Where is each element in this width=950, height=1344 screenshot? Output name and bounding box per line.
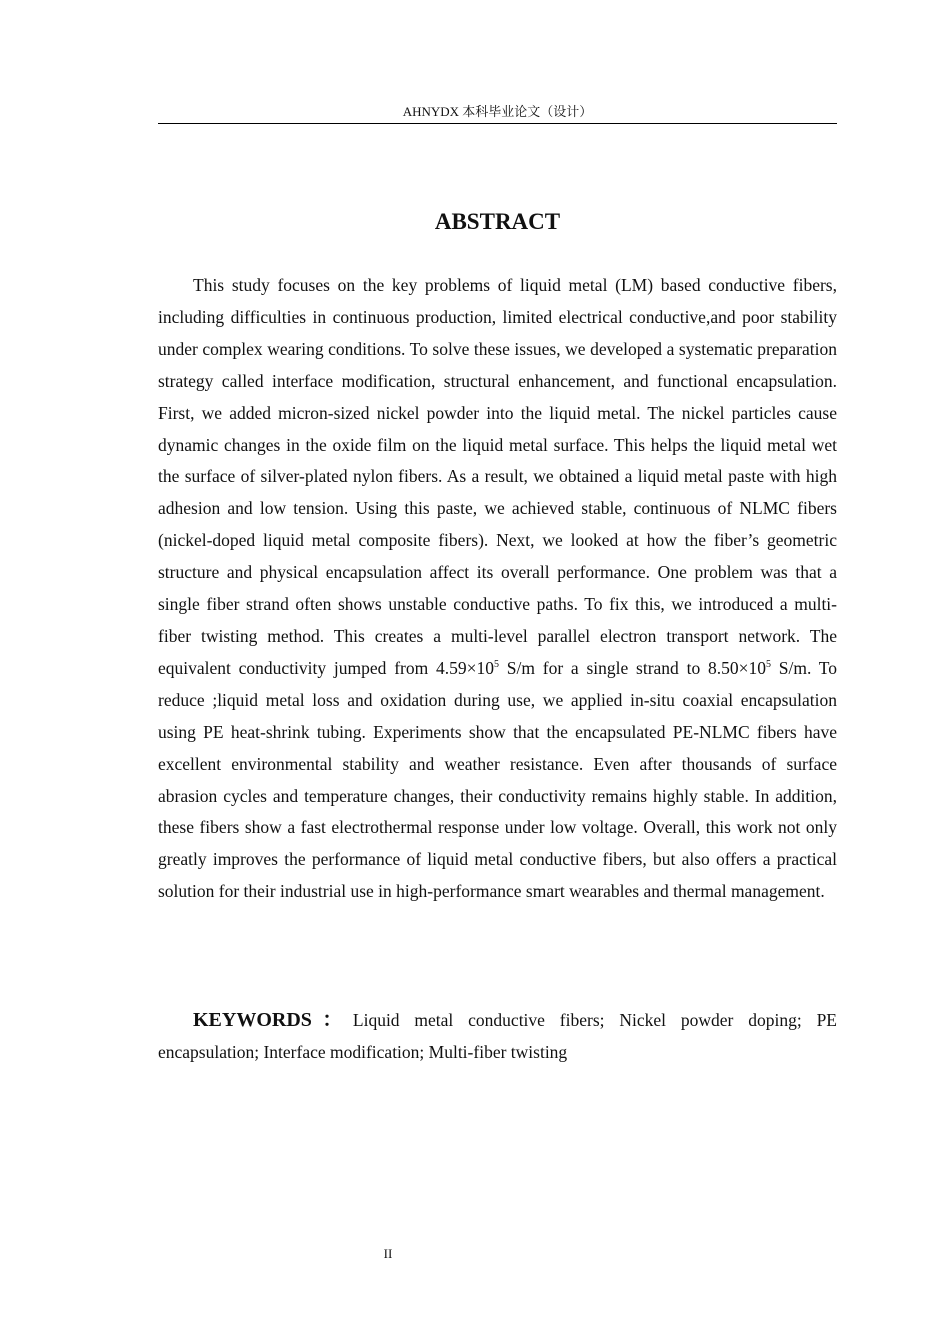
page-header: AHNYDX 本科毕业论文（设计）: [402, 104, 593, 119]
abstract-title: ABSTRACT: [434, 209, 561, 234]
page-number: II: [383, 1246, 393, 1261]
abstract-text-part3: S/m. To reduce ;liquid metal loss and oxidation during use, we applied in-situ coaxial encapsulation using PE heat-shrink tubing. Experiments show that the encapsulated PE-NLMC fibers have excellent environmental stability and weather resistance. Even after thousands of surface abrasion cycles and temperature changes, their conductivity remains highly stable. In addition, these fibers show a fast electrothermal response under low voltage. Overall, this work not only greatly improves the performance of liquid metal conductive fibers, but also offers a practical solution for their industrial use in high-performance smart wearables and thermal management.: [158, 657, 838, 902]
keywords-paragraph: [158, 1004, 837, 1068]
exponent-1: 5: [493, 658, 499, 670]
exponent-2: 5: [765, 658, 771, 670]
abstract-text-part2: S/m for a single strand to 8.50×10: [498, 657, 766, 678]
header-rule: [158, 123, 837, 124]
abstract-body: [158, 270, 837, 908]
keywords-label: KEYWORDS：: [193, 1009, 353, 1031]
abstract-text-part1: This study focuses on the key problems of liquid metal (LM) based conductive fibers, including difficulties in continuous production, limited electrical conductive,and poor stability under complex wearing conditions. To solve these issues, we developed a systematic preparation strategy called interface modification, structural enhancement, and functional encapsulation. First, we added micron-sized nickel powder into the liquid metal. The nickel particles cause dynamic changes in the oxide film on the liquid metal surface. This helps the liquid metal wet the surface of silver-plated nylon fibers. As a result, we obtained a liquid metal paste with high adhesion and low tension. Using this paste, we achieved stable, continuous of NLMC fibers (nickel-doped liquid metal composite fibers). Next, we looked at how the fiber’s geometric structure and physical encapsulation affect its overall performance. One problem was that a single fiber strand often shows unstable conductive paths. To fix this, we introduced a multi-fiber twisting method. This creates a multi-level parallel electron transport network. The equivalent conductivity jumped from 4.59×10: [158, 275, 837, 678]
keywords-text: Liquid metal conductive fibers; Nickel powder doping; PE encapsulation; Interface modification; Multi-fiber twisting: [158, 1010, 837, 1062]
